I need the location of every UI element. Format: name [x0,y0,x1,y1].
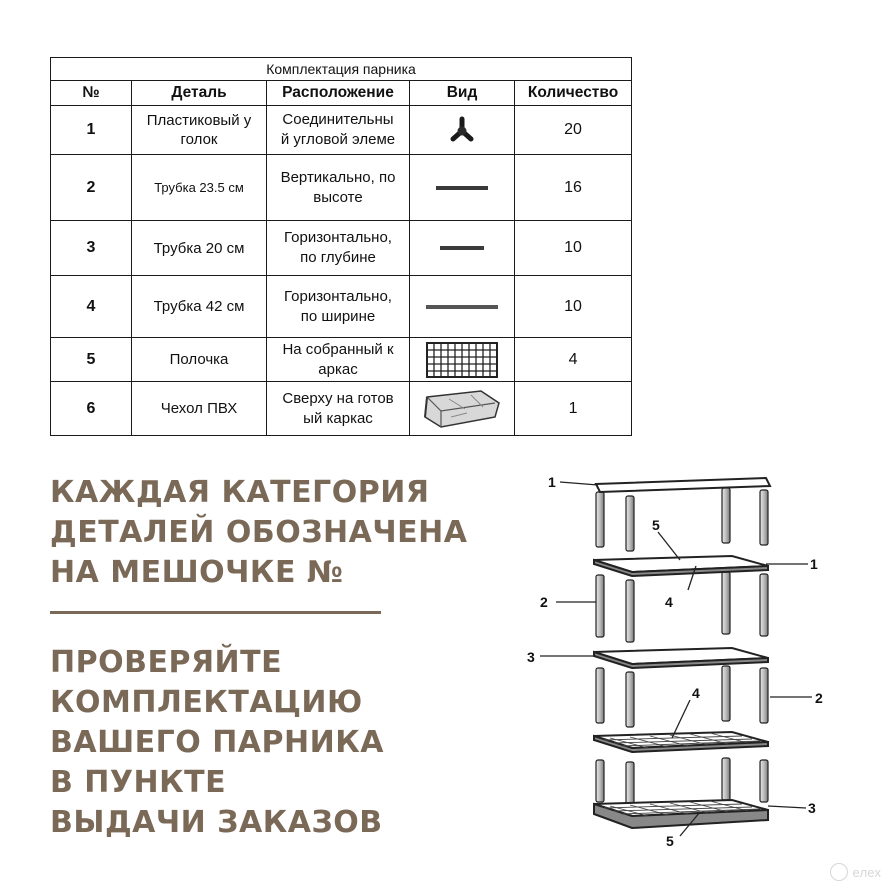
row-num: 3 [51,221,132,276]
callout-shelf-2-under: 4 [665,594,673,610]
col-header-view: Вид [410,81,515,106]
tube-42-icon [425,303,499,311]
callout-shelf-4: 4 [692,685,700,701]
row-view [410,276,515,338]
row-num: 5 [51,338,132,382]
row-location: На собранный к аркас [267,338,410,382]
corner-connector-icon [447,115,477,145]
row-num: 2 [51,155,132,221]
row-view [410,106,515,155]
row-num: 1 [51,106,132,155]
table-row [51,276,632,338]
row-qty: 4 [515,338,632,382]
col-header-location: Расположение [267,81,410,106]
bag-label-notice: КАЖДАЯ КАТЕГОРИЯ ДЕТАЛЕЙ ОБОЗНАЧЕНА НА МЕШОЧКЕ № [50,475,468,590]
callout-top-corner: 1 [548,474,556,490]
callout-left-tube: 2 [540,594,548,610]
tube-23-icon [435,184,489,192]
callout-bottom-right: 3 [808,800,816,816]
col-header-num: № [51,81,132,106]
pvc-cover-icon [421,387,503,431]
row-qty: 10 [515,221,632,276]
row-part: Пластиковый у голок [132,106,267,155]
row-location: Сверху на готов ый каркас [267,382,410,436]
callout-right-tube: 2 [815,690,823,706]
row-num: 6 [51,382,132,436]
table-row [51,221,632,276]
table-header-row [51,81,632,106]
check-kit-notice: ПРОВЕРЯЙТЕ КОМПЛЕКТАЦИЮ ВАШЕГО ПАРНИКА В ПУНКТЕ ВЫДАЧИ ЗАКАЗОВ [50,645,384,840]
table-row [51,155,632,221]
table-caption: Комплектация парника [51,58,632,81]
col-header-part: Деталь [132,81,267,106]
callout-shelf-2-right: 1 [810,556,818,572]
row-view [410,221,515,276]
assembly-diagram [520,460,840,860]
row-part: Трубка 42 см [132,276,267,338]
row-location: Горизонтально, по глубине [267,221,410,276]
row-view [410,155,515,221]
row-location: Вертикально, по высоте [267,155,410,221]
tube-20-icon [439,244,485,252]
row-num: 4 [51,276,132,338]
brand-logo-icon [830,863,848,881]
row-location: Соединительны й угловой элеме [267,106,410,155]
col-header-qty: Количество [515,81,632,106]
row-qty: 20 [515,106,632,155]
row-qty: 16 [515,155,632,221]
callout-bottom-under: 5 [666,833,674,849]
kit-table [50,57,632,436]
row-location: Горизонтально, по ширине [267,276,410,338]
divider [50,611,381,614]
table-row [51,382,632,436]
row-part: Трубка 23.5 см [132,155,267,221]
row-qty: 1 [515,382,632,436]
callout-shelf-3-left: 3 [527,649,535,665]
brand-watermark [830,863,881,881]
callout-shelf-2: 5 [652,517,660,533]
shelf-grid-icon [426,342,498,378]
row-part: Полочка [132,338,267,382]
row-view [410,382,515,436]
table-row [51,106,632,155]
row-part: Чехол ПВХ [132,382,267,436]
row-view [410,338,515,382]
row-qty: 10 [515,276,632,338]
brand-text: eлex [852,864,881,880]
table-row [51,338,632,382]
row-part: Трубка 20 см [132,221,267,276]
